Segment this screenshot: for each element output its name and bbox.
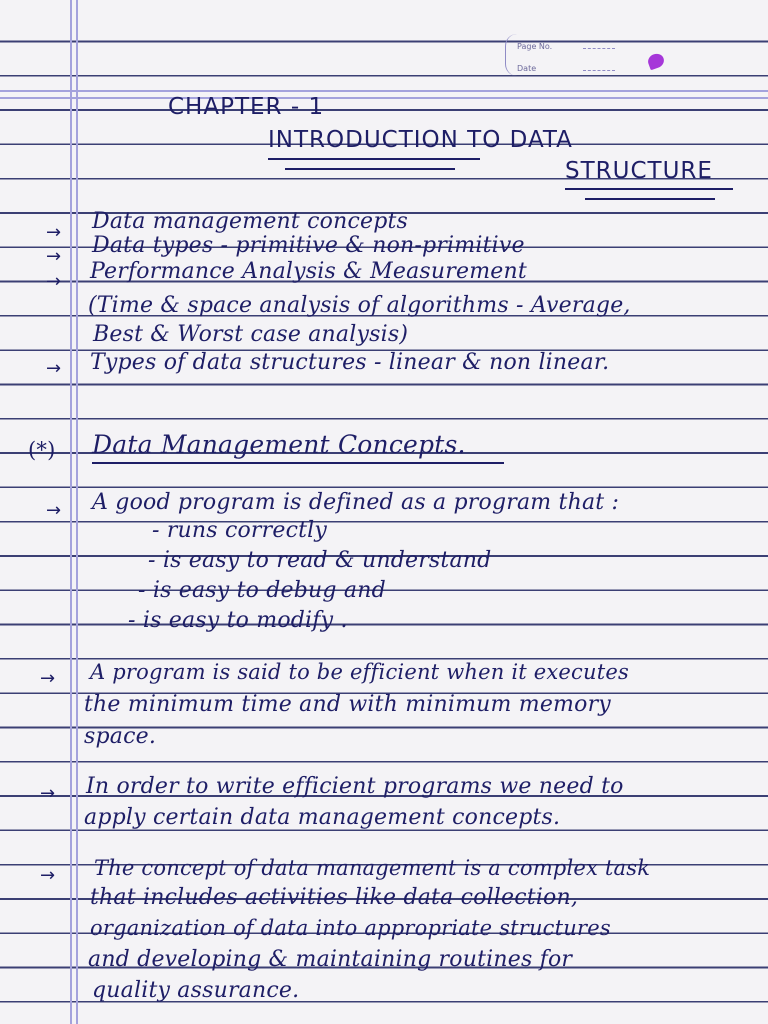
bullet-arrow: →	[40, 668, 56, 689]
page-number-field	[583, 48, 615, 49]
paragraph-line: A good program is defined as a program that :	[92, 490, 620, 515]
section-heading: Data Management Concepts.	[92, 430, 466, 459]
date-label: Date	[517, 64, 537, 73]
paragraph-line: quality assurance.	[92, 978, 300, 1003]
overview-item: Types of data structures - linear & non linear.	[90, 350, 610, 375]
list-item: - runs correctly	[152, 518, 328, 543]
page-date-stamp	[505, 34, 625, 84]
list-item: - is easy to debug and	[138, 578, 386, 603]
date-field	[583, 70, 615, 71]
bullet-arrow: →	[40, 783, 56, 804]
paragraph-line: space.	[84, 724, 157, 749]
ink-mark	[646, 52, 666, 71]
bullet-arrow: →	[46, 222, 62, 243]
paragraph-line: that includes activities like data collection,	[90, 885, 579, 910]
section-marker: (*)	[28, 438, 56, 462]
paragraph-line: and developing & maintaining routines for	[88, 947, 573, 972]
bullet-arrow: →	[46, 246, 62, 267]
chapter-title-line1: INTRODUCTION TO DATA	[268, 127, 573, 153]
title-underline	[285, 168, 455, 170]
overview-item: (Time & space analysis of algorithms - Average,	[88, 293, 631, 318]
heading-underline	[92, 462, 504, 464]
bullet-arrow: →	[46, 358, 62, 379]
bullet-arrow: →	[40, 865, 56, 886]
page-number-label: Page No.	[517, 42, 553, 51]
chapter-number: CHAPTER - 1	[168, 94, 325, 120]
overview-item: Data types - primitive & non-primitive	[92, 233, 525, 258]
title-underline	[565, 188, 733, 190]
paragraph-line: A program is said to be efficient when it executes	[90, 660, 629, 684]
list-item: - is easy to modify .	[128, 608, 348, 633]
list-item: - is easy to read & understand	[148, 548, 492, 573]
header-line	[0, 90, 768, 92]
margin-line	[70, 0, 72, 1024]
bullet-arrow: →	[46, 500, 62, 521]
bullet-arrow: →	[46, 271, 62, 292]
overview-item: Performance Analysis & Measurement	[90, 259, 527, 284]
paragraph-line: In order to write efficient programs we need to	[86, 774, 624, 799]
paragraph-line: organization of data into appropriate structures	[90, 916, 611, 940]
chapter-title-line2: STRUCTURE	[565, 158, 713, 184]
margin-line	[76, 0, 78, 1024]
overview-item: Data management concepts	[92, 209, 409, 234]
title-underline	[585, 198, 715, 200]
paragraph-line: apply certain data management concepts.	[84, 805, 561, 830]
paragraph-line: the minimum time and with minimum memory	[84, 692, 611, 717]
overview-item: Best & Worst case analysis)	[93, 322, 409, 347]
header-line	[0, 97, 768, 99]
paragraph-line: The concept of data management is a complex task	[94, 856, 651, 880]
title-underline	[268, 158, 480, 160]
